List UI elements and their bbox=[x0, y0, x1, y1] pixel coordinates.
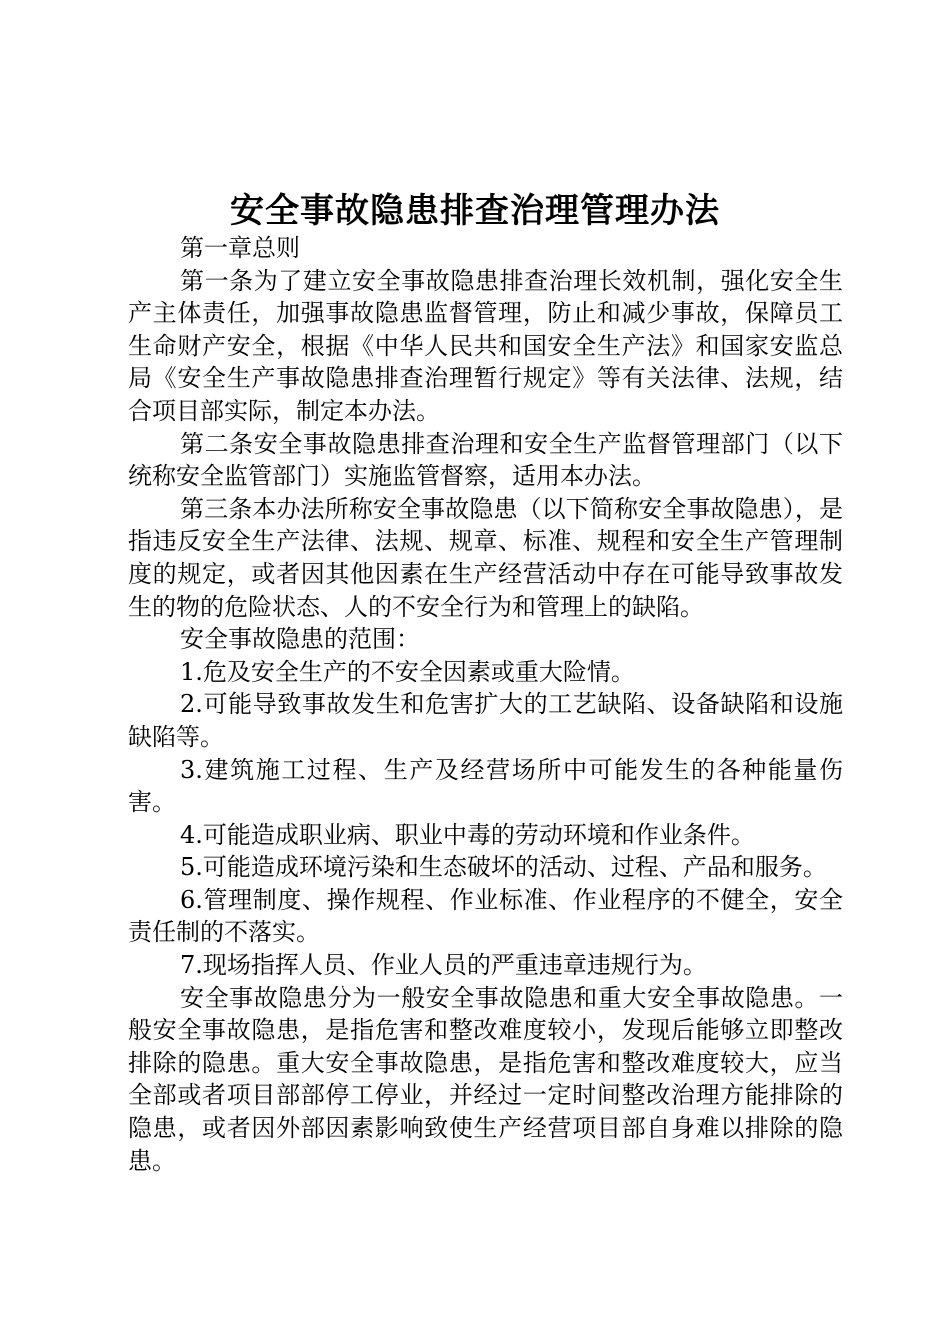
document-title: 安全事故隐患排查治理管理办法 bbox=[230, 191, 720, 231]
list-item: 4.可能造成职业病、职业中毒的劳动环境和作业条件。 bbox=[180, 820, 755, 849]
article-2: 第二条安全事故隐患排查治理和安全生产监督管理部门（以下统称安全监管部门）实施监管督察，适用本办法。 bbox=[128, 429, 843, 491]
list-item: 3.建筑施工过程、生产及经营场所中可能发生的各种能量伤害。 bbox=[128, 755, 843, 817]
classification-paragraph: 安全事故隐患分为一般安全事故隐患和重大安全事故隐患。一般安全事故隐患，是指危害和整改难度较小，发现后能够立即整改排除的隐患。重大安全事故隐患，是指危害和整改难度较大，应当全部或者项目部部停工停业，并经过一定时间整改治理方能排除的隐患，或者因外部因素影响致使生产经营项目部自身难以排除的隐患。 bbox=[128, 983, 843, 1175]
chapter-heading: 第一章总则 bbox=[180, 234, 300, 262]
article-3: 第三条本办法所称安全事故隐患（以下简称安全事故隐患），是指违反安全生产法律、法规、规章、标准、规程和安全生产管理制度的规定，或者因其他因素在生产经营活动中存在可能导致事故发生的物的危险状态、人的不安全行为和管理上的缺陷。 bbox=[128, 494, 843, 621]
list-item: 5.可能造成环境污染和生态破坏的活动、过程、产品和服务。 bbox=[180, 853, 827, 882]
list-item: 1.危及安全生产的不安全因素或重大险情。 bbox=[180, 657, 635, 686]
list-item: 2.可能导致事故发生和危害扩大的工艺缺陷、设备缺陷和设施缺陷等。 bbox=[128, 690, 843, 751]
article-1: 第一条为了建立安全事故隐患排查治理长效机制，强化安全生产主体责任，加强事故隐患监督管理，防止和减少事故，保障员工生命财产安全，根据《中华人民共和国安全生产法》和国家安监总局《安全生产事故隐患排查治理暂行规定》等有关法律、法规，结合项目部实际，制定本办法。 bbox=[128, 266, 843, 425]
list-item: 7.现场指挥人员、作业人员的严重违章违规行为。 bbox=[180, 951, 707, 980]
scope-heading: 安全事故隐患的范围： bbox=[180, 625, 420, 654]
document-body bbox=[128, 232, 843, 1177]
list-item: 6.管理制度、操作规程、作业标准、作业程序的不健全，安全责任制的不落实。 bbox=[128, 885, 843, 947]
